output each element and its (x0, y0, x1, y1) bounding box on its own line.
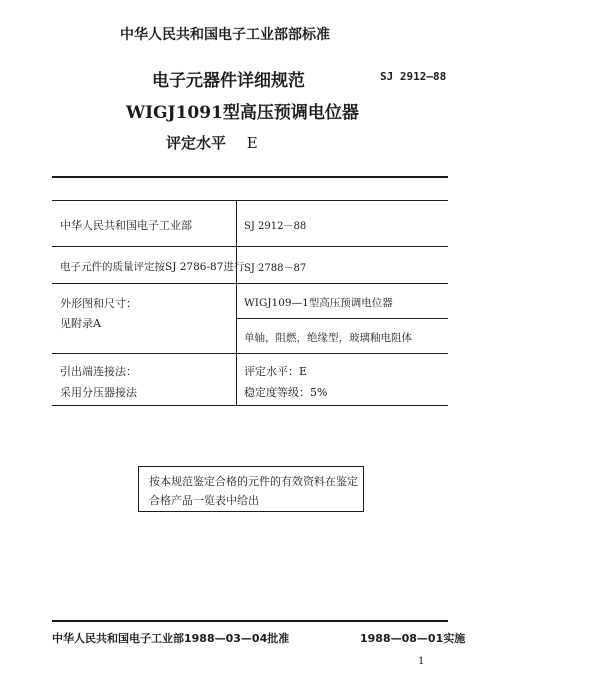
assessment-level (166, 132, 258, 153)
row4-right-line1: 评定水平：E (244, 365, 308, 378)
table-column-divider (236, 200, 237, 405)
row3-left-line2: 见附录A (60, 317, 101, 330)
table-row-divider (236, 318, 448, 319)
table-row-divider (52, 353, 448, 354)
notice-line2: 合格产品一览表中给出 (149, 494, 259, 507)
row2-right: SJ 2788－87 (244, 263, 307, 274)
table-top-rule (52, 200, 448, 201)
row4-right-line2: 稳定度等级：5% (244, 386, 328, 399)
row1-right: SJ 2912－88 (244, 221, 307, 232)
row1-left: 中华人民共和国电子工业部 (60, 219, 192, 232)
effective-date: 1988—08—01实施 (360, 632, 466, 645)
assessment-level-value: E (246, 134, 258, 152)
qualification-notice-box (138, 466, 364, 512)
standard-code: SJ 2912—88 (380, 70, 447, 83)
table-row-divider (52, 246, 448, 247)
row2-left: 电子元件的质量评定按SJ 2786-87进行 (60, 261, 245, 273)
row4-left-line2: 采用分压器接法 (60, 386, 137, 399)
notice-line1: 按本规范鉴定合格的元件的有效资料在鉴定 (149, 475, 358, 488)
issuing-authority: 中华人民共和国电子工业部部标准 (120, 27, 330, 43)
approval-statement: 中华人民共和国电子工业部1988—03—04批准 (52, 632, 290, 645)
page-number: 1 (418, 656, 425, 667)
table-row-divider (52, 283, 448, 284)
assessment-level-label: 评定水平 (166, 134, 227, 152)
table-bottom-rule (52, 405, 448, 406)
row3-right-line2: 单轴，阻燃，绝缘型，玻璃釉电阻体 (244, 332, 412, 344)
document-title: 电子元器件详细规范 (152, 71, 305, 91)
row3-left-line1: 外形图和尺寸： (60, 297, 137, 310)
footer-rule (52, 620, 448, 622)
row3-right-line1: WIGJ109—1型高压预调电位器 (244, 297, 393, 309)
product-title: WIGJ1091型高压预调电位器 (126, 103, 359, 123)
row4-left-line1: 引出端连接法： (60, 365, 137, 378)
table-top-double-rule (52, 176, 448, 178)
